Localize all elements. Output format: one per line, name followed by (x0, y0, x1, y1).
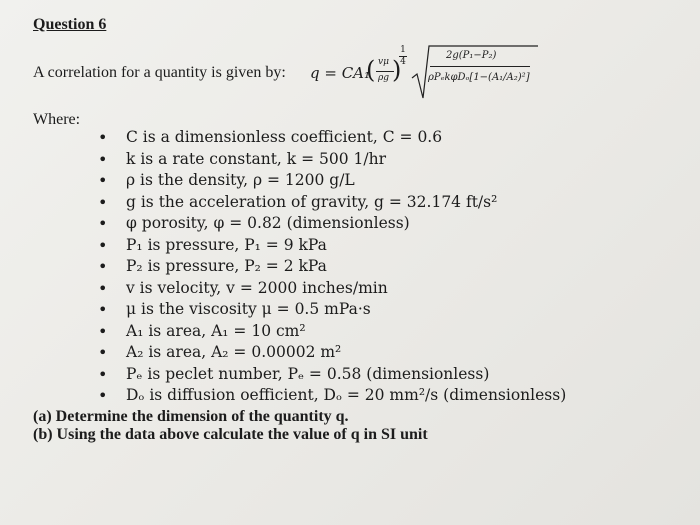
question-title: Question 6 (33, 16, 107, 33)
where-label: Where: (33, 111, 81, 128)
list-item: • P₁ is pressure, P₁ = 9 kPa (98, 235, 566, 257)
list-item: • Pₑ is peclet number, Pₑ = 0.58 (dimensionless) (98, 364, 566, 386)
list-item: • A₂ is area, A₂ = 0.00002 m² (98, 342, 566, 364)
list-item: • P₂ is pressure, P₂ = 2 kPa (98, 256, 566, 278)
list-item: • k is a rate constant, k = 500 1/hr (98, 149, 566, 171)
list-item: • v is velocity, v = 2000 inches/min (98, 278, 566, 300)
question-part-b: (b) Using the data above calculate the value of q in SI unit (33, 426, 428, 443)
list-item: • Dₒ is diffusion oefficient, Dₒ = 20 mm²/s (dimensionless) (98, 385, 566, 407)
list-item: • ρ is the density, ρ = 1200 g/L (98, 170, 566, 192)
list-item: • φ porosity, φ = 0.82 (dimensionless) (98, 213, 566, 235)
intro-text: A correlation for a quantity is given by: (33, 64, 286, 81)
formula-paren-numerator: vμ (378, 57, 389, 67)
question-part-a: (a) Determine the dimension of the quantity q. (33, 408, 349, 425)
correlation-formula: q = CA₁ ( vμ ρg ) 1 4 2g(P₁−P₂) ρPₑkφDₒ[1−(A₁/A₂)²] (310, 40, 540, 105)
formula-sqrt-denominator: ρPₑkφDₒ[1−(A₁/A₂)²] (428, 72, 530, 83)
formula-sqrt-numerator: 2g(P₁−P₂) (446, 50, 497, 61)
list-item: • g is the acceleration of gravity, g = 32.174 ft/s² (98, 192, 566, 214)
formula-lhs: q = CA₁ (310, 64, 371, 82)
formula-paren-denominator: ρg (378, 73, 390, 83)
formula-exponent: 1 4 (400, 45, 406, 67)
list-item: • μ is the viscosity μ = 0.5 mPa·s (98, 299, 566, 321)
questions-block (33, 408, 428, 444)
list-item: • C is a dimensionless coefficient, C = 0.6 (98, 127, 566, 149)
definitions-list (98, 127, 566, 407)
list-item: • A₁ is area, A₁ = 10 cm² (98, 321, 566, 343)
